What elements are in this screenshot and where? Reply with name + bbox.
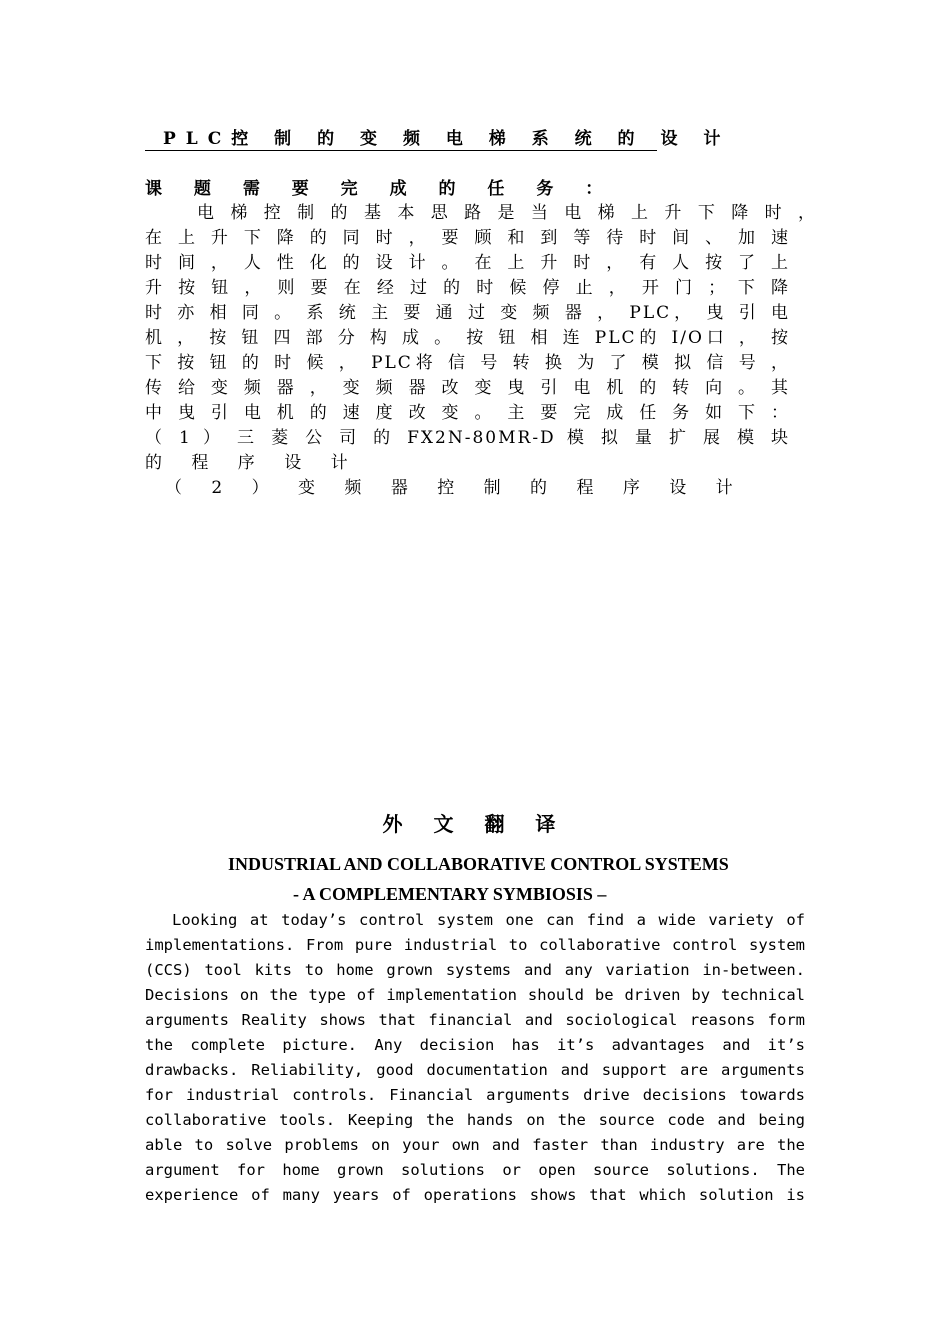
task-line: 传 给 变 频 器 ， 变 频 器 改 变 曳 引 电 机 的 转 向 。 其: [145, 378, 790, 398]
body-line: arguments Reality shows that financial and sociological reasons form: [145, 1011, 805, 1029]
task-item-2: （ 2 ） 变 频 器 控 制 的 程 序 设 计: [165, 478, 745, 498]
task-line: 中 曳 引 电 机 的 速 度 改 变 。 主 要 完 成 任 务 如 下 ：: [145, 403, 790, 423]
task-line: 的 程 序 设 计: [145, 453, 360, 473]
translation-heading-line2: - A COMPLEMENTARY SYMBIOSIS –: [293, 884, 607, 904]
body-line: able to solve problems on your own and faster than industry are the: [145, 1136, 805, 1154]
task-heading: 课 题 需 要 完 成 的 任 务 ：: [145, 179, 616, 199]
task-line: 机 ， 按 钮 四 部 分 构 成 。 按 钮 相 连 PLC的 I/O口 ， 按: [145, 328, 790, 348]
body-line: experience of many years of operations shows that which solution is: [145, 1186, 805, 1204]
task-line: 升 按 钮 ， 则 要 在 经 过 的 时 候 停 止 ， 开 门 ； 下 降: [145, 278, 790, 298]
body-line: the complete picture. Any decision has it’s advantages and it’s: [145, 1036, 805, 1054]
translation-section-title: 外 文 翻 译: [382, 812, 568, 836]
body-line: argument for home grown solutions or open source solutions. The: [145, 1161, 805, 1179]
task-line: 下 按 钮 的 时 候 ， PLC将 信 号 转 换 为 了 模 拟 信 号 ，: [145, 353, 790, 373]
document-title: PLC控 制 的 变 频 电 梯 系 统 的 设 计: [145, 128, 657, 151]
body-line: Decisions on the type of implementation should be driven by technical: [145, 986, 805, 1004]
body-line: collaborative tools. Keeping the hands on the source code and being: [145, 1111, 805, 1129]
body-line: drawbacks. Reliability, good documentation and support are arguments: [145, 1061, 805, 1079]
body-line: implementations. From pure industrial to collaborative control system: [145, 936, 805, 954]
task-line: 时 亦 相 同 。 系 统 主 要 通 过 变 频 器 ， PLC， 曳 引 电: [145, 303, 790, 323]
task-line: 在 上 升 下 降 的 同 时 ， 要 顾 和 到 等 待 时 间 、 加 速: [145, 228, 790, 248]
task-item-1: （ 1 ） 三 菱 公 司 的 FX2N-80MR-D 模 拟 量 扩 展 模 块: [145, 428, 790, 448]
task-line: 电 梯 控 制 的 基 本 思 路 是 当 电 梯 上 升 下 降 时 ，: [197, 203, 817, 223]
body-line: Looking at today’s control system one can find a wide variety of: [172, 911, 805, 929]
body-line: (CCS) tool kits to home grown systems and any variation in-between.: [145, 961, 805, 979]
translation-heading-line1: INDUSTRIAL AND COLLABORATIVE CONTROL SYSTEMS: [228, 854, 729, 874]
body-line: for industrial controls. Financial arguments drive decisions towards: [145, 1086, 805, 1104]
task-line: 时 间 ， 人 性 化 的 设 计 。 在 上 升 时 ， 有 人 按 了 上: [145, 253, 790, 273]
